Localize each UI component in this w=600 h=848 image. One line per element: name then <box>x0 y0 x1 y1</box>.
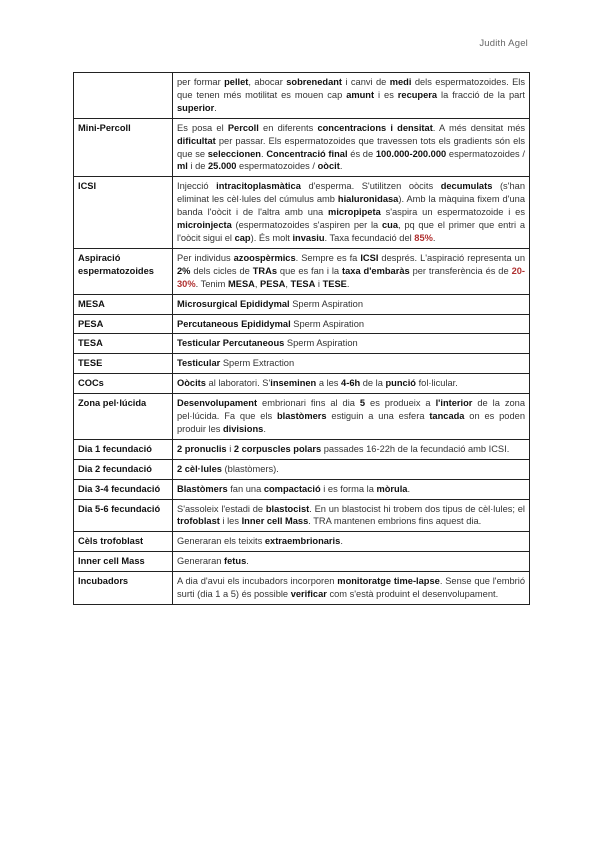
emphasis-text: ml <box>177 161 188 172</box>
term-cell: Inner cell Mass <box>74 552 173 572</box>
definition-cell <box>173 552 530 572</box>
definition-text: en diferents <box>258 122 318 133</box>
definition-cell <box>173 294 530 314</box>
table-row <box>74 439 530 459</box>
emphasis-text: superior <box>177 102 215 113</box>
definition-text: i <box>315 278 323 289</box>
emphasis-text: azoospèrmics <box>233 252 296 263</box>
emphasis-text: micropipeta <box>328 207 381 218</box>
emphasis-text: microinjecta <box>177 220 232 231</box>
definition-text: espermatozoides / <box>446 148 525 159</box>
definition-text: . <box>214 102 217 113</box>
table-row <box>74 118 530 177</box>
emphasis-text: Testicular Percutaneous <box>177 338 285 349</box>
emphasis-text: blastocist <box>265 503 310 514</box>
emphasis-text: Percoll <box>227 122 259 133</box>
table-row <box>74 177 530 249</box>
definition-text: i es forma la <box>320 483 377 494</box>
term-cell: Dia 2 fecundació <box>74 459 173 479</box>
definition-text: i les <box>219 516 242 527</box>
definition-text: . A més densitat més <box>432 122 526 133</box>
emphasis-text: 2 pronuclis <box>177 443 227 454</box>
emphasis-text: compactació <box>263 483 321 494</box>
emphasis-text: recupera <box>397 89 438 100</box>
definition-cell <box>173 572 530 605</box>
definition-text: Generaran els teixits <box>177 536 265 547</box>
emphasis-text: 20-30% <box>177 265 525 289</box>
definition-text: Es posa el <box>177 122 228 133</box>
definition-cell <box>173 248 530 294</box>
emphasis-text: cua <box>381 220 399 231</box>
definition-text: on es poden produir les <box>177 411 525 434</box>
definition-cell <box>173 177 530 249</box>
definition-text: . <box>340 536 343 547</box>
term-cell: Zona pel·lúcida <box>74 394 173 440</box>
definition-cell <box>173 374 530 394</box>
definition-text: i canvi de <box>342 77 390 87</box>
table-row <box>74 354 530 374</box>
definition-text: Sperm Aspiration <box>289 298 364 309</box>
definition-text: després. L'aspiració representa un <box>378 252 526 263</box>
definition-cell <box>173 394 530 440</box>
term-cell: Incubadors <box>74 572 173 605</box>
emphasis-text: TESE <box>322 278 347 289</box>
term-cell <box>74 73 173 119</box>
definition-text: a les <box>316 378 342 389</box>
table-row <box>74 572 530 605</box>
definition-text: passades 16-22h de la fecundació amb ICSI. <box>321 443 510 454</box>
definition-text: . <box>261 148 267 159</box>
table-row <box>74 294 530 314</box>
table-row <box>74 248 530 294</box>
emphasis-text: concentracions i densitat <box>317 122 433 133</box>
definition-text: fol·licular. <box>415 378 458 389</box>
table-row <box>74 394 530 440</box>
emphasis-text: divisions <box>223 423 264 434</box>
emphasis-text: 2% <box>177 265 191 276</box>
emphasis-text: trofoblast <box>177 516 220 527</box>
definition-text: i es <box>374 89 398 100</box>
emphasis-text: Percutaneous Epididymal <box>177 318 291 329</box>
term-cell: Dia 1 fecundació <box>74 439 173 459</box>
definition-text: , <box>254 278 261 289</box>
definition-cell <box>173 459 530 479</box>
emphasis-text: Blastòmers <box>177 483 228 494</box>
emphasis-text: verificar <box>290 589 327 600</box>
definition-text: per passar. Els espermatozoides que travessen tots els gradients són els que se <box>177 135 525 159</box>
emphasis-text: pellet <box>224 77 249 87</box>
glossary-table <box>73 72 530 605</box>
definition-text: (espermatozoides s'aspiren per la <box>231 220 382 231</box>
definition-text: de la <box>360 378 386 389</box>
definition-text: que es fan i la <box>277 265 343 276</box>
table-row <box>74 459 530 479</box>
definition-text: S'assoleix l'estadi de <box>177 503 266 514</box>
emphasis-text: TESA <box>290 278 316 289</box>
emphasis-text: Oòcits <box>177 378 206 389</box>
term-cell: TESE <box>74 354 173 374</box>
emphasis-text: sobrenedant <box>286 77 343 87</box>
definition-text: . En un blastocist hi trobem dos tipus de cèl·lules; el <box>309 503 525 514</box>
definition-text: . <box>246 556 249 567</box>
definition-text: ). Amb la màquina fixem d'una banda l'oòcit i de l'altra amb una <box>177 194 525 218</box>
term-cell: TESA <box>74 334 173 354</box>
definition-text: i <box>226 443 234 454</box>
emphasis-text: dificultat <box>177 135 216 146</box>
emphasis-text: fetus <box>224 556 247 567</box>
emphasis-text: extraembrionaris <box>264 536 341 547</box>
definition-text: . Tenim <box>195 278 228 289</box>
definition-text: . <box>407 483 411 494</box>
emphasis-text: Concentració final <box>266 148 348 159</box>
table-row <box>74 479 530 499</box>
definition-text: fan una <box>227 483 264 494</box>
definition-text: i de <box>187 161 209 172</box>
definition-text: estiguin a una esfera <box>326 411 430 422</box>
emphasis-text: punció <box>385 378 416 389</box>
emphasis-text: inseminen <box>270 378 317 389</box>
definition-cell <box>173 118 530 177</box>
emphasis-text: cap <box>234 232 251 243</box>
definition-text: , abocar <box>248 77 287 87</box>
emphasis-text: intracitoplasmàtica <box>216 181 301 192</box>
definition-text: la fracció de la part <box>437 89 525 100</box>
definition-text: al laboratori. S' <box>205 378 271 389</box>
emphasis-text: decumulats <box>440 181 493 192</box>
emphasis-text: PESA <box>260 278 286 289</box>
definition-text: . TRA mantenen embrions fins aquest dia. <box>308 516 482 527</box>
emphasis-text: 100.000-200.000 <box>375 148 447 159</box>
emphasis-text: amunt <box>346 89 375 100</box>
emphasis-text: 85% <box>414 232 433 243</box>
definition-cell <box>173 479 530 499</box>
term-cell: Aspiració espermatozoides <box>74 248 173 294</box>
emphasis-text: Inner cell Mass <box>241 516 309 527</box>
emphasis-text: l'interior <box>435 398 473 409</box>
table-row <box>74 499 530 532</box>
term-cell: PESA <box>74 314 173 334</box>
definition-text: . <box>339 161 343 172</box>
definition-text: . <box>263 423 266 434</box>
table-row <box>74 374 530 394</box>
table-row <box>74 314 530 334</box>
definition-text: és de <box>347 148 376 159</box>
emphasis-text: ICSI <box>360 252 379 263</box>
emphasis-text: blastòmers <box>276 411 327 422</box>
emphasis-text: tancada <box>429 411 465 422</box>
term-cell: ICSI <box>74 177 173 249</box>
definition-text: (s'han eliminat les cèl·lules del cúmulus amb <box>177 181 525 205</box>
emphasis-text: 2 cèl·lules <box>177 463 222 474</box>
definition-cell <box>173 499 530 532</box>
emphasis-text: TRAs <box>252 265 277 276</box>
emphasis-text: monitoratge time-lapse <box>337 576 440 587</box>
term-cell: COCs <box>74 374 173 394</box>
term-cell: Mini-Percoll <box>74 118 173 177</box>
definition-text: dels cicles de <box>190 265 253 276</box>
definition-text: espermatozoides / <box>236 161 318 172</box>
emphasis-text: taxa d'embaràs <box>342 265 410 276</box>
table-row <box>74 532 530 552</box>
definition-cell <box>173 334 530 354</box>
definition-text: dels espermatozoides. Els que tenen més motilitat es mouen cap <box>177 77 525 100</box>
glossary-rows <box>74 73 530 605</box>
definition-text: embrionari fins al dia <box>257 398 360 409</box>
table-row <box>74 73 530 119</box>
definition-text: per formar <box>177 77 225 87</box>
definition-cell <box>173 439 530 459</box>
definition-text: Sperm Aspiration <box>284 338 358 349</box>
term-cell: Cèls trofoblast <box>74 532 173 552</box>
emphasis-text: invasiu <box>292 232 325 243</box>
definition-text: d'esperma. S'utilitzen oòcits <box>300 181 441 192</box>
definition-cell <box>173 314 530 334</box>
table-row <box>74 552 530 572</box>
emphasis-text: mòrula <box>376 483 408 494</box>
definition-text: com s'està produint el desenvolupament. <box>326 589 499 600</box>
author-name: Judith Agel <box>479 38 528 49</box>
emphasis-text: seleccionen <box>207 148 261 159</box>
emphasis-text: 4-6h <box>341 378 361 389</box>
definition-text: A dia d'avui els incubadors incorporen <box>177 576 338 587</box>
definition-text: de la zona pel·lúcida. Fa que els <box>177 398 525 422</box>
emphasis-text: 5 <box>359 398 366 409</box>
emphasis-text: Testicular <box>177 358 221 369</box>
term-cell: MESA <box>74 294 173 314</box>
definition-text: . Taxa fecundació del <box>324 232 415 243</box>
emphasis-text: Microsurgical Epididymal <box>177 298 290 309</box>
definition-cell <box>173 354 530 374</box>
table-row <box>74 334 530 354</box>
definition-text: , pq que el primer que entri a l'oòcit sigui el <box>177 220 525 243</box>
definition-text: . <box>346 278 350 289</box>
definition-text: . <box>432 232 436 243</box>
definition-text: es produeix a <box>365 398 436 409</box>
term-cell: Dia 3-4 fecundació <box>74 479 173 499</box>
definition-text: Per individus <box>177 252 234 263</box>
emphasis-text: 2 corpuscles polars <box>233 443 322 454</box>
definition-text: Sperm Extraction <box>220 358 295 369</box>
definition-cell <box>173 532 530 552</box>
definition-text: s'aspira un espermatozoide i es <box>380 207 525 218</box>
term-cell: Dia 5-6 fecundació <box>74 499 173 532</box>
definition-text: Sperm Aspiration <box>290 318 365 329</box>
emphasis-text: hialuronidasa <box>337 194 399 205</box>
definition-text: ). És molt <box>250 232 293 243</box>
emphasis-text: medi <box>389 77 412 87</box>
emphasis-text: MESA <box>228 278 255 289</box>
definition-cell <box>173 73 530 119</box>
definition-text: Generaran <box>177 556 225 567</box>
definition-text: (blastòmers). <box>221 463 279 474</box>
definition-text: per transferència és de <box>409 265 512 276</box>
definition-text: Injecció <box>177 181 217 192</box>
emphasis-text: Desenvolupament <box>177 398 258 409</box>
definition-text: . Sempre es fa <box>295 252 361 263</box>
emphasis-text: oòcit <box>317 161 340 172</box>
definition-text: . Sense que l'embrió surti (dia 1 a 5) és possible <box>177 576 525 600</box>
definition-text: , <box>285 278 291 289</box>
emphasis-text: 25.000 <box>208 161 237 172</box>
